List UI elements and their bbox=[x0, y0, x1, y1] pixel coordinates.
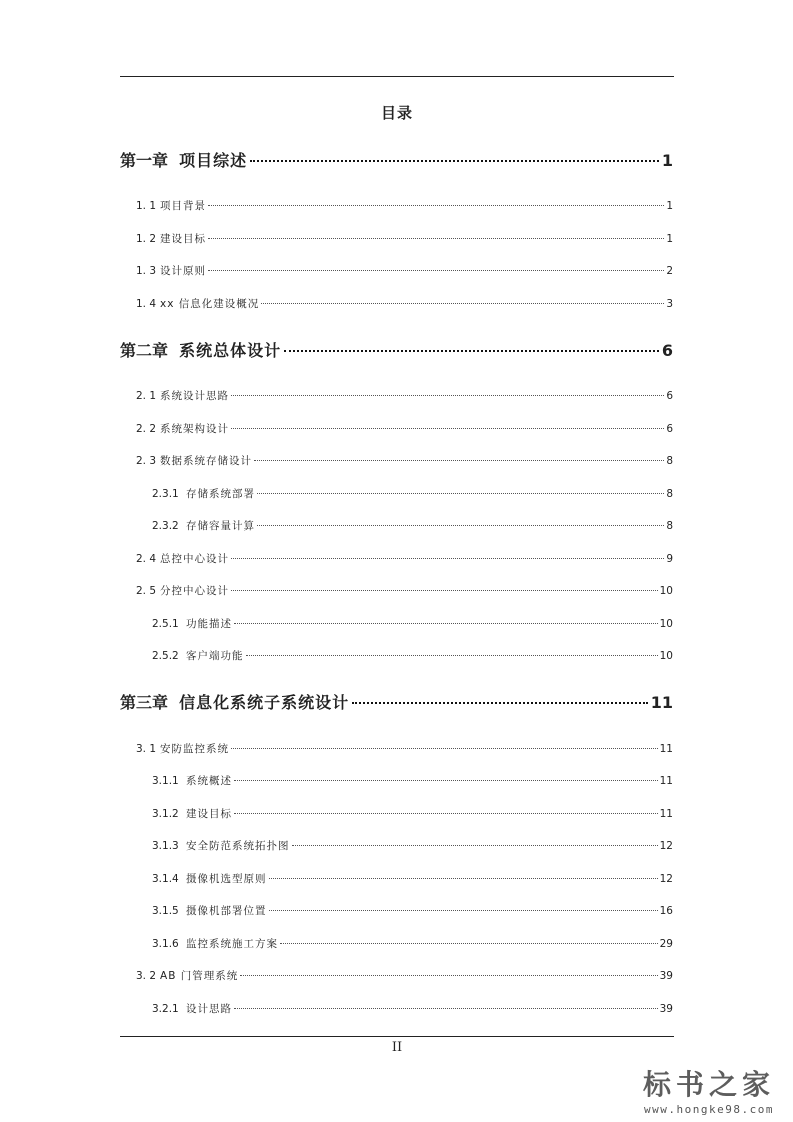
section-number: 1. 3 bbox=[136, 265, 157, 277]
page-ref: 6 bbox=[666, 390, 673, 402]
page-ref: 39 bbox=[659, 970, 673, 982]
watermark-url: www.hongke98.com bbox=[644, 1103, 774, 1116]
page-ref: 39 bbox=[659, 1003, 673, 1015]
chapter-number: 第三章 bbox=[120, 693, 169, 712]
section-number: 2. 3 bbox=[136, 455, 157, 467]
dot-leader bbox=[231, 428, 664, 429]
chapter-title: 信息化系统子系统设计 bbox=[179, 693, 350, 712]
subsection-title: 客户端功能 bbox=[186, 650, 244, 662]
page-ref: 11 bbox=[659, 743, 673, 755]
watermark bbox=[643, 1069, 775, 1116]
page-ref: 11 bbox=[659, 775, 673, 787]
subsection-title: 安全防范系统拓扑图 bbox=[186, 840, 290, 852]
chapter-title: 系统总体设计 bbox=[179, 341, 282, 360]
section-title: 系统设计思路 bbox=[160, 390, 230, 402]
section-title: 系统架构设计 bbox=[160, 423, 230, 435]
dot-leader bbox=[234, 780, 658, 781]
subsection-title: 存储系统部署 bbox=[186, 488, 255, 500]
subsection-title: 系统概述 bbox=[186, 775, 232, 787]
section-title: 建设目标 bbox=[160, 233, 207, 245]
dot-leader bbox=[208, 205, 664, 206]
chapter-title: 项目综述 bbox=[179, 151, 248, 170]
toc-title: 目录 bbox=[380, 104, 413, 122]
section-number: 3. 1 bbox=[136, 743, 157, 755]
page-ref: 11 bbox=[659, 808, 673, 820]
toc-section-2-5[interactable] bbox=[136, 583, 673, 598]
subsection-title: 摄像机部署位置 bbox=[186, 905, 267, 917]
toc-subsection-3-1-2[interactable] bbox=[152, 806, 673, 821]
subsection-number: 3.1.1 bbox=[152, 775, 179, 787]
section-number: 2. 4 bbox=[136, 553, 157, 565]
toc-subsection-3-1-4[interactable] bbox=[152, 871, 673, 886]
subsection-number: 3.1.4 bbox=[152, 873, 179, 885]
section-title: xx 信息化建设概况 bbox=[160, 298, 260, 310]
page-ref: 10 bbox=[659, 618, 673, 630]
dot-leader bbox=[257, 493, 664, 494]
toc-section-1-3[interactable] bbox=[136, 263, 673, 278]
section-title: 安防监控系统 bbox=[160, 743, 230, 755]
section-title: 项目背景 bbox=[160, 200, 207, 212]
subsection-title: 设计思路 bbox=[186, 1003, 232, 1015]
dot-leader bbox=[234, 813, 658, 814]
dot-leader bbox=[231, 590, 658, 591]
subsection-number: 3.2.1 bbox=[152, 1003, 179, 1015]
dot-leader bbox=[284, 350, 659, 352]
section-number: 2. 5 bbox=[136, 585, 157, 597]
page-ref: 3 bbox=[666, 298, 673, 310]
subsection-title: 建设目标 bbox=[186, 808, 232, 820]
subsection-number: 2.5.2 bbox=[152, 650, 179, 662]
dot-leader bbox=[269, 910, 658, 911]
dot-leader bbox=[261, 303, 664, 304]
dot-leader bbox=[292, 845, 658, 846]
dot-leader bbox=[208, 270, 664, 271]
dot-leader bbox=[234, 1008, 658, 1009]
dot-leader bbox=[257, 525, 664, 526]
page-ref: 1 bbox=[661, 151, 673, 170]
toc-subsection-3-1-6[interactable] bbox=[152, 936, 673, 951]
subsection-number: 2.3.1 bbox=[152, 488, 179, 500]
section-number: 2. 1 bbox=[136, 390, 157, 402]
dot-leader bbox=[250, 160, 659, 162]
page-ref: 8 bbox=[666, 520, 673, 532]
page-ref: 1 bbox=[666, 233, 673, 245]
toc-subsection-2-3-1[interactable] bbox=[152, 486, 673, 501]
subsection-title: 功能描述 bbox=[186, 618, 232, 630]
dot-leader bbox=[231, 558, 664, 559]
toc-chapter-1[interactable] bbox=[120, 148, 673, 171]
page-ref: 1 bbox=[666, 200, 673, 212]
dot-leader bbox=[231, 748, 658, 749]
section-number: 1. 1 bbox=[136, 200, 157, 212]
dot-leader bbox=[240, 975, 657, 976]
section-title: 数据系统存储设计 bbox=[160, 455, 253, 467]
page-ref: 8 bbox=[666, 488, 673, 500]
dot-leader bbox=[246, 655, 658, 656]
section-number: 1. 2 bbox=[136, 233, 157, 245]
subsection-number: 3.1.2 bbox=[152, 808, 179, 820]
chapter-number: 第二章 bbox=[120, 341, 169, 360]
section-title: AB 门管理系统 bbox=[160, 970, 239, 982]
subsection-number: 3.1.5 bbox=[152, 905, 179, 917]
page-ref: 8 bbox=[666, 455, 673, 467]
toc-section-2-1[interactable] bbox=[136, 388, 673, 403]
subsection-title: 存储容量计算 bbox=[186, 520, 255, 532]
section-title: 分控中心设计 bbox=[160, 585, 230, 597]
subsection-number: 3.1.6 bbox=[152, 938, 179, 950]
dot-leader bbox=[208, 238, 664, 239]
dot-leader bbox=[352, 702, 648, 704]
toc-section-1-4[interactable] bbox=[136, 296, 673, 311]
watermark-logo: 标书之家 bbox=[642, 1068, 775, 1101]
page-ref: 12 bbox=[659, 873, 673, 885]
page-ref: 10 bbox=[659, 650, 673, 662]
section-title: 设计原则 bbox=[160, 265, 207, 277]
dot-leader bbox=[269, 878, 658, 879]
toc-section-2-2[interactable] bbox=[136, 421, 673, 436]
toc-section-2-4[interactable] bbox=[136, 551, 673, 566]
subsection-number: 2.3.2 bbox=[152, 520, 179, 532]
dot-leader bbox=[234, 623, 658, 624]
toc-section-3-2[interactable] bbox=[136, 968, 673, 983]
page-ref: 29 bbox=[659, 938, 673, 950]
dot-leader bbox=[280, 943, 658, 944]
subsection-title: 摄像机选型原则 bbox=[186, 873, 267, 885]
toc-section-1-2[interactable] bbox=[136, 231, 673, 246]
page-ref: 12 bbox=[659, 840, 673, 852]
page-ref: 2 bbox=[666, 265, 673, 277]
toc-subsection-3-1-5[interactable] bbox=[152, 903, 673, 918]
toc-chapter-3[interactable] bbox=[120, 690, 673, 713]
page-ref: 10 bbox=[659, 585, 673, 597]
subsection-number: 3.1.3 bbox=[152, 840, 179, 852]
toc-section-2-3[interactable] bbox=[136, 453, 673, 468]
toc-subsection-3-1-3[interactable] bbox=[152, 838, 673, 853]
page-ref: 16 bbox=[659, 905, 673, 917]
page-ref: 11 bbox=[650, 693, 673, 712]
toc-subsection-3-2-1[interactable] bbox=[152, 1001, 673, 1016]
section-title: 总控中心设计 bbox=[160, 553, 230, 565]
toc-subsection-3-1-1[interactable] bbox=[152, 773, 673, 788]
page-number: II bbox=[391, 1040, 403, 1055]
header-rule bbox=[120, 76, 674, 77]
page-ref: 6 bbox=[666, 423, 673, 435]
page-ref: 9 bbox=[666, 553, 673, 565]
subsection-title: 监控系统施工方案 bbox=[186, 938, 278, 950]
dot-leader bbox=[254, 460, 664, 461]
chapter-number: 第一章 bbox=[120, 151, 169, 170]
section-number: 2. 2 bbox=[136, 423, 157, 435]
section-number: 1. 4 bbox=[136, 298, 157, 310]
footer-rule bbox=[120, 1036, 674, 1037]
toc-subsection-2-5-1[interactable] bbox=[152, 616, 673, 631]
toc-subsection-2-3-2[interactable] bbox=[152, 518, 673, 533]
section-number: 3. 2 bbox=[136, 970, 157, 982]
dot-leader bbox=[231, 395, 664, 396]
page-ref: 6 bbox=[661, 341, 673, 360]
toc-section-3-1[interactable] bbox=[136, 741, 673, 756]
toc-section-1-1[interactable] bbox=[136, 198, 673, 213]
toc-chapter-2[interactable] bbox=[120, 338, 673, 361]
toc-subsection-2-5-2[interactable] bbox=[152, 648, 673, 663]
subsection-number: 2.5.1 bbox=[152, 618, 179, 630]
